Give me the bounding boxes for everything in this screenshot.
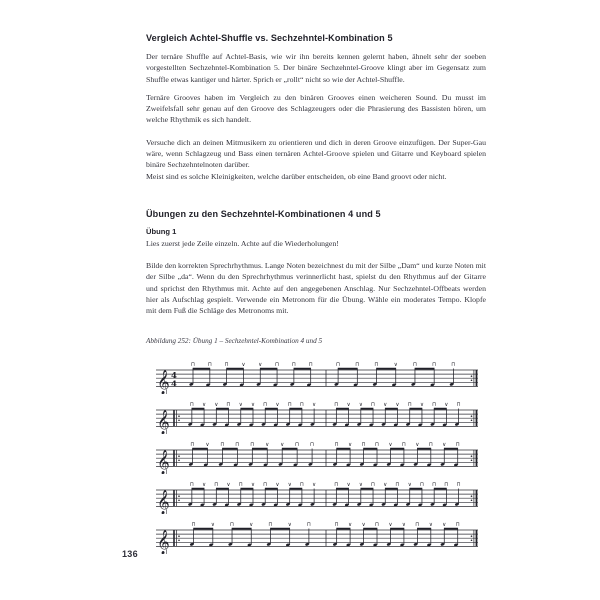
downstroke-icon: ⊓ <box>432 362 437 369</box>
upstroke-icon: ∨ <box>383 402 388 409</box>
upstroke-icon: ∨ <box>442 442 447 449</box>
upstroke-icon: ∨ <box>226 482 231 489</box>
upstroke-icon: ∨ <box>346 482 351 489</box>
upstroke-icon: ∨ <box>210 522 215 529</box>
downstroke-icon: ⊓ <box>190 362 196 369</box>
upstroke-icon: ∨ <box>205 442 210 449</box>
spacer <box>146 85 486 92</box>
upstroke-icon: ∨ <box>251 402 255 409</box>
upstroke-icon: ∨ <box>312 482 317 489</box>
upstroke-icon: ∨ <box>393 362 398 369</box>
downstroke-icon: ⊓ <box>274 362 280 369</box>
downstroke-icon: ⊓ <box>374 522 380 529</box>
downstroke-icon: ⊓ <box>334 522 339 529</box>
staff-system-4 <box>146 474 486 514</box>
upstroke-icon: ∨ <box>287 482 292 489</box>
upstroke-icon: ∨ <box>415 442 420 449</box>
page-number: 136 <box>122 549 138 559</box>
paragraph-2: Ternäre Grooves haben im Vergleich zu den binären Grooves einen weicheren Sound. Du musst im Zweifelsfall sehr genau auf den Groove des Schlagzeugers oder die Phrasierung des Bassisten hören, um welche Rhythmik es sich handelt. <box>146 92 486 125</box>
page-content <box>146 33 486 554</box>
downstroke-icon: ⊓ <box>370 402 376 409</box>
downstroke-icon: ⊓ <box>455 522 460 529</box>
upstroke-icon: ∨ <box>249 522 254 529</box>
upstroke-icon: ∨ <box>312 402 317 409</box>
upstroke-icon: ∨ <box>388 442 393 449</box>
treble-clef-icon: 𝄞 <box>157 530 170 555</box>
treble-clef-icon: 𝄞 <box>157 370 170 395</box>
downstroke-icon: ⊓ <box>229 522 235 529</box>
upstroke-icon: ∨ <box>388 522 393 529</box>
downstroke-icon: ⊓ <box>456 402 461 409</box>
paragraph-4: Meist sind es solche Kleinigkeiten, welche darüber entscheiden, ob eine Band groovt oder nicht. <box>146 171 447 181</box>
paragraph-1: Der ternäre Shuffle auf Achtel-Basis, wie wir ihn bereits kennen gelernt haben, ähnelt sehr der soeben vorgestellten Sechzehntel-Kombination 5. Der binäre Sechzehntel-Groove klingt aber im Gegensatz zum Shuffle etwas kantiger und härter. Sprich er „rollt“ nicht so wie der Achtel-Shuffle. <box>146 51 486 84</box>
downstroke-icon: ⊓ <box>374 362 379 369</box>
staff-system-2 <box>146 394 486 434</box>
downstroke-icon: ⊓ <box>412 362 418 369</box>
downstroke-icon: ⊓ <box>299 482 305 489</box>
downstroke-icon: ⊓ <box>190 442 195 449</box>
upstroke-icon: ∨ <box>238 402 243 409</box>
upstroke-icon: ∨ <box>258 362 263 369</box>
downstroke-icon: ⊓ <box>224 362 229 369</box>
downstroke-icon: ⊓ <box>335 362 341 369</box>
upstroke-icon: ∨ <box>275 402 280 409</box>
downstroke-icon: ⊓ <box>287 402 292 409</box>
downstroke-icon: ⊓ <box>191 522 196 529</box>
downstroke-icon: ⊓ <box>291 362 296 369</box>
section-heading-comparison: Vergleich Achtel-Shuffle vs. Sechzehntel-Kombination 5 <box>146 33 393 43</box>
downstroke-icon: ⊓ <box>432 482 437 489</box>
upstroke-icon: ∨ <box>202 482 207 489</box>
downstroke-icon: ⊓ <box>250 442 255 449</box>
staff-system-1 <box>146 354 486 394</box>
downstroke-icon: ⊓ <box>428 442 433 449</box>
downstroke-icon: ⊓ <box>189 482 194 489</box>
staff-system-3 <box>146 434 486 474</box>
downstroke-icon: ⊓ <box>419 482 425 489</box>
treble-clef-icon: 𝄞 <box>157 410 170 435</box>
paragraph-5: Lies zuerst jede Zeile einzeln. Achte auf die Wiederholungen! <box>146 238 339 248</box>
upstroke-icon: ∨ <box>214 402 219 409</box>
paragraph-3: Versuche dich an deinen Mitmusikern zu orientieren und dich in deren Groove einzufügen. Der Super-Gau wäre, wenn Schlagzeug und Bass einen ternären Achtel-Groove spielen und Gitarre und Keyboard spielen binäre Sechzehntelnoten darüber. <box>146 137 486 170</box>
downstroke-icon: ⊓ <box>407 402 412 409</box>
downstroke-icon: ⊓ <box>334 402 339 409</box>
downstroke-icon: ⊓ <box>299 402 305 409</box>
downstroke-icon: ⊓ <box>334 482 339 489</box>
downstroke-icon: ⊓ <box>444 482 449 489</box>
upstroke-icon: ∨ <box>358 482 363 489</box>
downstroke-icon: ⊓ <box>263 402 268 409</box>
downstroke-icon: ⊓ <box>456 482 461 489</box>
upstroke-icon: ∨ <box>383 482 388 489</box>
downstroke-icon: ⊓ <box>268 522 273 529</box>
upstroke-icon: ∨ <box>348 442 353 449</box>
downstroke-icon: ⊓ <box>361 442 366 449</box>
upstroke-icon: ∨ <box>358 402 363 409</box>
svg-text:4: 4 <box>171 379 177 390</box>
downstroke-icon: ⊓ <box>235 442 240 449</box>
downstroke-icon: ⊓ <box>432 402 437 409</box>
upstroke-icon: ∨ <box>280 442 285 449</box>
downstroke-icon: ⊓ <box>189 402 194 409</box>
upstroke-icon: ∨ <box>251 482 255 489</box>
svg-text:4: 4 <box>171 371 177 382</box>
upstroke-icon: ∨ <box>361 522 366 529</box>
downstroke-icon: ⊓ <box>238 482 243 489</box>
spacer <box>146 126 486 137</box>
spacer <box>146 317 486 337</box>
upstroke-icon: ∨ <box>202 402 207 409</box>
downstroke-icon: ⊓ <box>214 482 219 489</box>
upstroke-icon: ∨ <box>265 442 270 449</box>
upstroke-icon: ∨ <box>241 362 246 369</box>
downstroke-icon: ⊓ <box>306 522 311 529</box>
upstroke-icon: ∨ <box>348 522 353 529</box>
music-notation-score <box>146 354 486 554</box>
treble-clef-icon: 𝄞 <box>157 450 170 475</box>
downstroke-icon: ⊓ <box>455 442 460 449</box>
downstroke-icon: ⊓ <box>451 362 456 369</box>
downstroke-icon: ⊓ <box>309 442 315 449</box>
upstroke-icon: ∨ <box>442 522 447 529</box>
spacer <box>146 182 486 209</box>
downstroke-icon: ⊓ <box>415 522 420 529</box>
downstroke-icon: ⊓ <box>207 362 212 369</box>
downstroke-icon: ⊓ <box>374 442 380 449</box>
downstroke-icon: ⊓ <box>226 402 231 409</box>
upstroke-icon: ∨ <box>419 402 424 409</box>
treble-clef-icon: 𝄞 <box>157 490 170 515</box>
spacer <box>146 249 486 260</box>
upstroke-icon: ∨ <box>346 402 351 409</box>
downstroke-icon: ⊓ <box>263 482 268 489</box>
upstroke-icon: ∨ <box>401 522 406 529</box>
upstroke-icon: ∨ <box>395 402 400 409</box>
section-heading-exercises: Übungen zu den Sechzehntel-Kombinationen 4 und 5 <box>146 208 381 219</box>
downstroke-icon: ⊓ <box>308 362 313 369</box>
sub-heading-exercise-1: Übung 1 <box>146 226 177 236</box>
paragraph-6: Bilde den korrekten Sprechrhythmus. Lange Noten bezeichnest du mit der Silbe „Dam“ und kurze Noten mit der Silbe „da“. Wenn du den Sprechrhythmus verinnerlicht hast, spielst du den Rhythmus auf der Gitarre und sprichst den Rhythmus mit. Achte auf den angegebenen Anschlag. Nur Sechzehntel-Offbeats werden hier als Aufschlag gespielt. Verwende ein Metronom für die Übung. Wähle ein moderates Tempo. Klopfe mit dem Fuß die Schläge des Metronoms mit. <box>146 261 486 316</box>
downstroke-icon: ⊓ <box>334 442 339 449</box>
figure-caption: Abbildung 252: Übung 1 – Sechzehntel-Kombination 4 und 5 <box>146 336 323 345</box>
downstroke-icon: ⊓ <box>401 442 407 449</box>
upstroke-icon: ∨ <box>428 522 433 529</box>
downstroke-icon: ⊓ <box>220 442 225 449</box>
upstroke-icon: ∨ <box>407 482 412 489</box>
downstroke-icon: ⊓ <box>355 362 360 369</box>
staff-system-5 <box>146 514 486 554</box>
upstroke-icon: ∨ <box>275 482 280 489</box>
downstroke-icon: ⊓ <box>295 442 300 449</box>
downstroke-icon: ⊓ <box>395 482 400 489</box>
upstroke-icon: ∨ <box>287 522 292 529</box>
upstroke-icon: ∨ <box>444 402 449 409</box>
downstroke-icon: ⊓ <box>370 482 376 489</box>
